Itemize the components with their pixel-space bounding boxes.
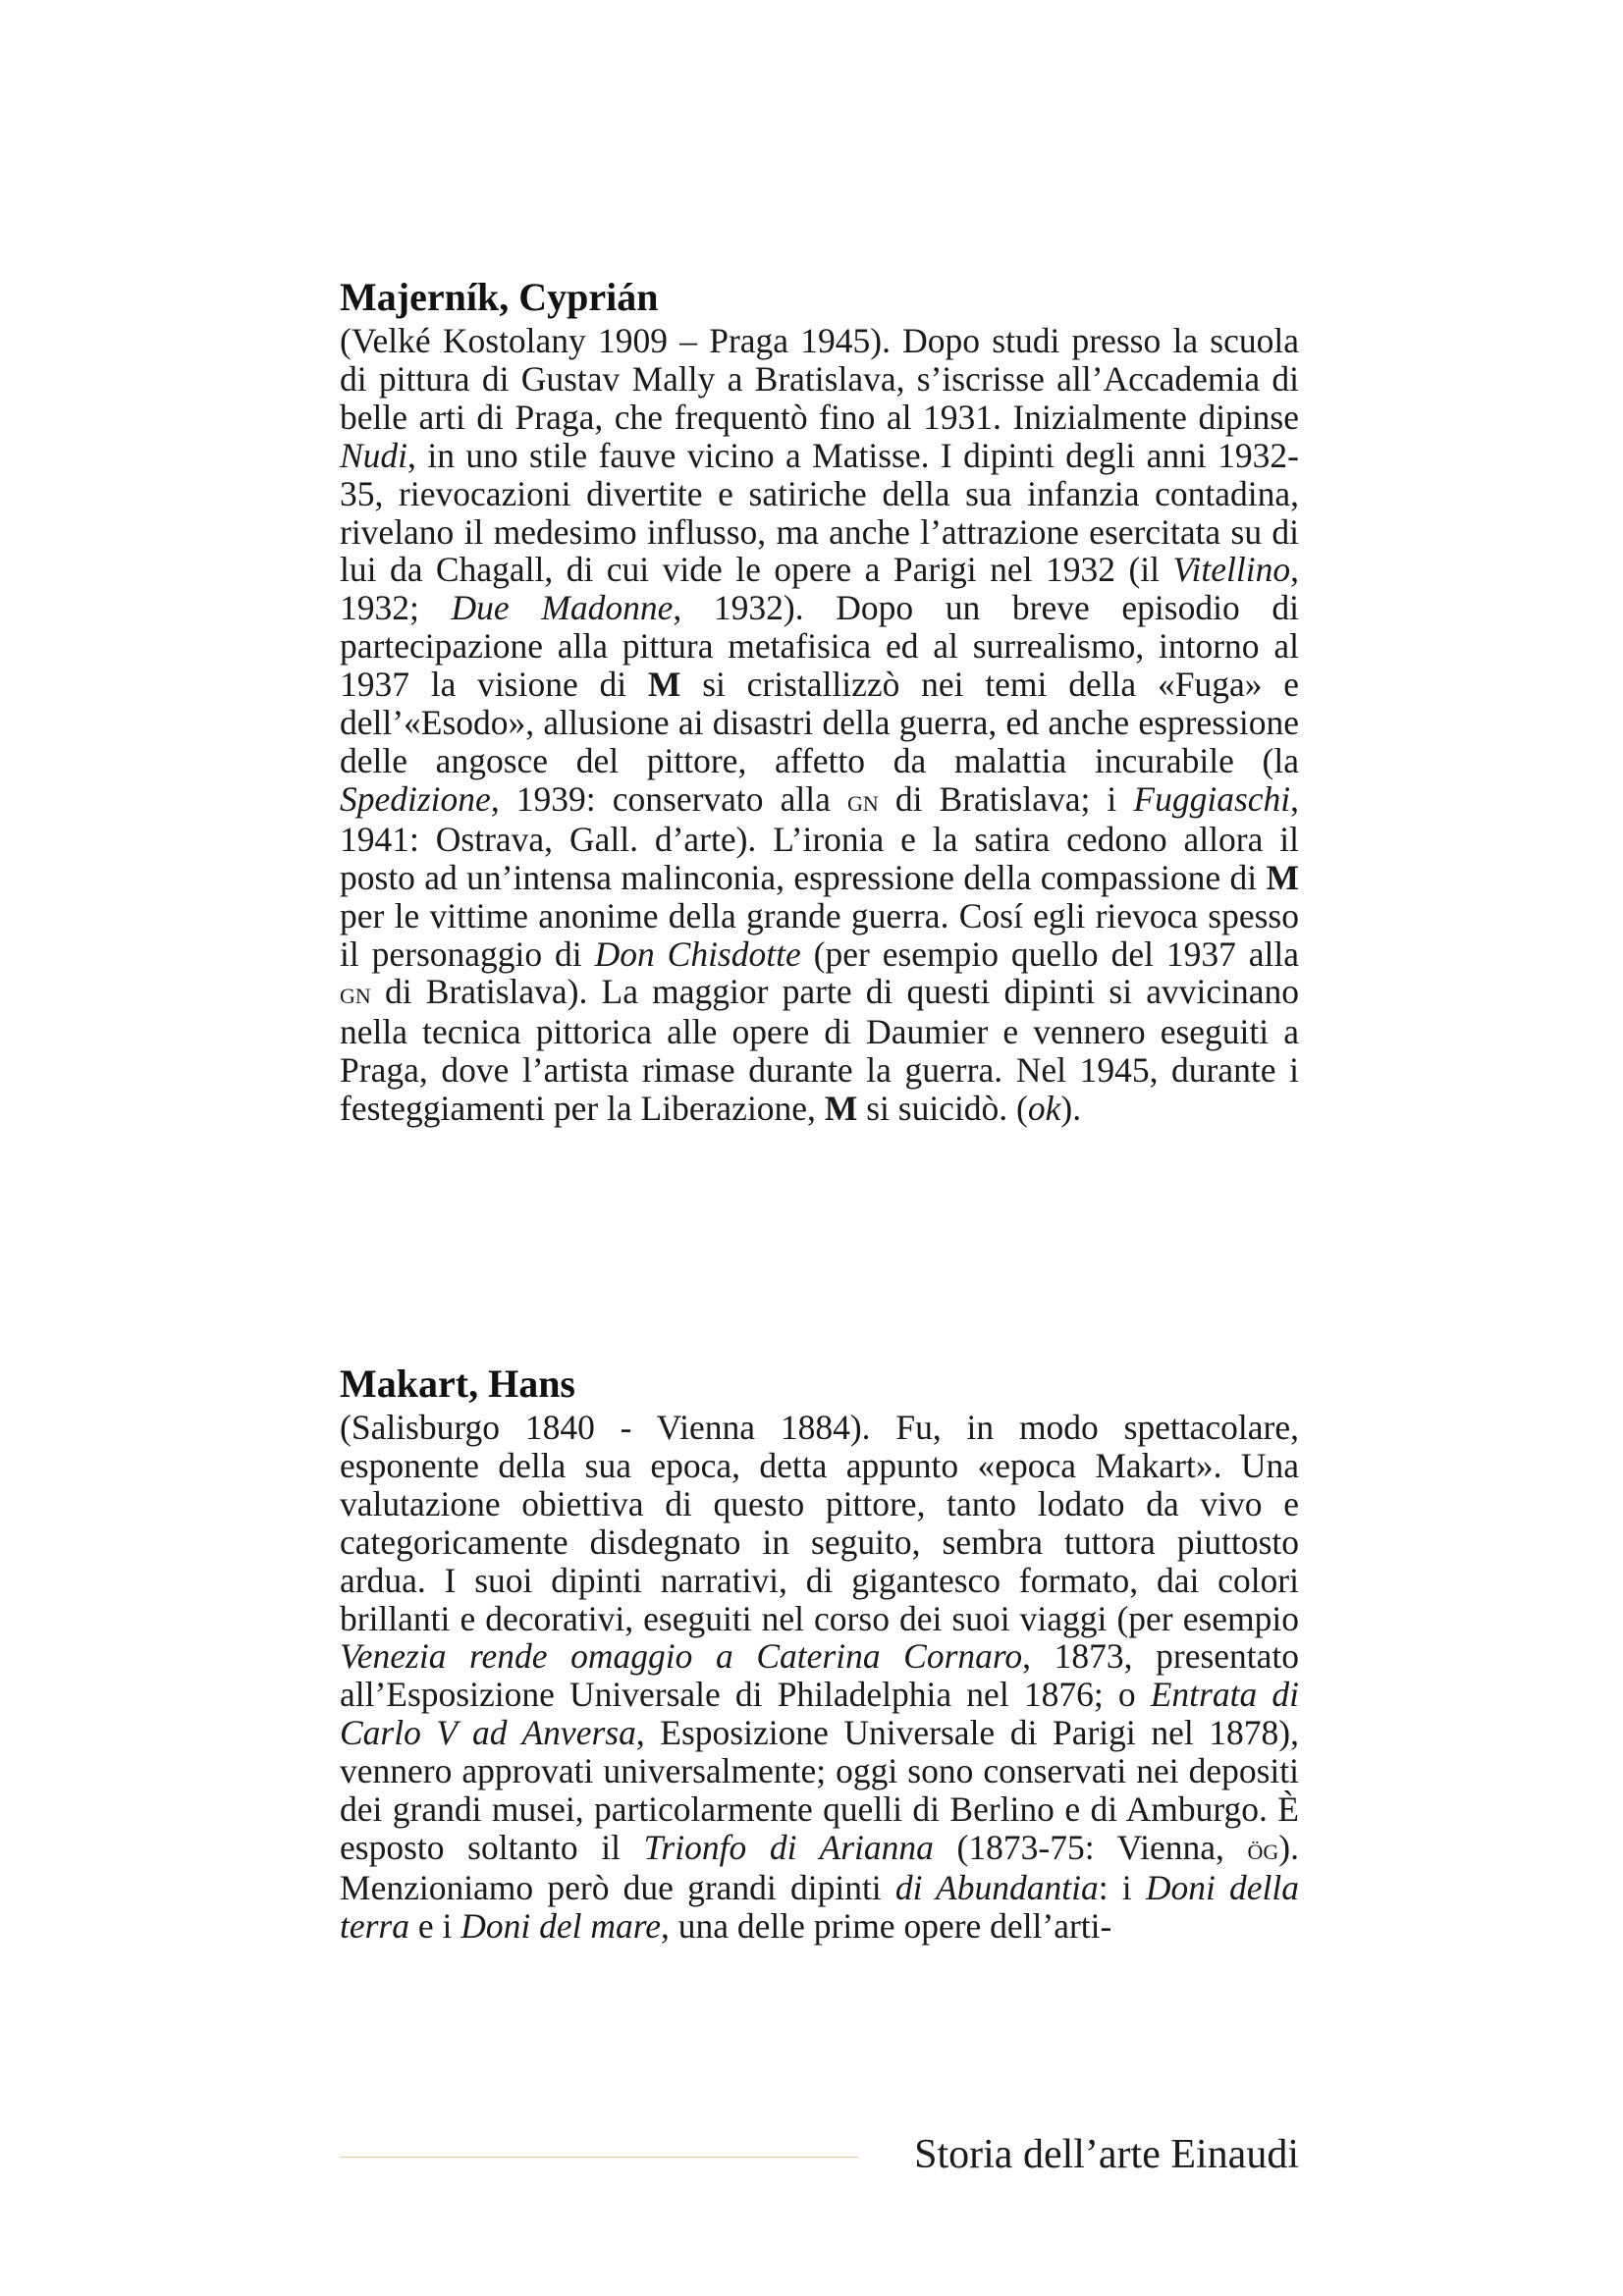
- italic-text: Due Madonne: [451, 588, 674, 628]
- footer-rule: [340, 2157, 858, 2158]
- italic-text: Entrata di Carlo V ad Anversa: [340, 1675, 1299, 1753]
- body-text: di Bratislava; i: [878, 778, 1134, 819]
- italic-text: Venezia rende omaggio a Caterina Cornaro: [340, 1636, 1023, 1677]
- bold-abbrev: M: [647, 665, 681, 705]
- body-text: si cristallizzò nei temi della «Fuga» e dell’«Esodo», allusione ai disastri della guerra, ed anche espressione delle angosce del pittore, affetto da malattia incurabile (la: [340, 665, 1299, 780]
- bold-abbrev: M: [1266, 857, 1299, 897]
- body-text: (Velké Kostolany 1909 – Praga 1945). Dopo studi presso la scuola di pittura di Gustav Mally a Bratislava, s’iscrisse all’Accademia di belle arti di Praga, che frequentò fino al 1931. Inizialmente dipinse: [340, 321, 1299, 437]
- body-text: per le vittime anonime della grande guerra. Cosí egli rievoca spesso il personaggio di: [340, 895, 1299, 974]
- collection-abbrev: gn: [340, 976, 371, 1011]
- body-text: si suicidò. (: [857, 1089, 1028, 1129]
- body-text: (1873-75: Vienna,: [933, 1827, 1248, 1867]
- body-text: ).: [1060, 1089, 1082, 1129]
- entry-title: Makart, Hans: [340, 1362, 575, 1406]
- body-text: , Esposizione Universale di Parigi nel 1878), vennero approvati universalmente; oggi sono conservati nei depositi dei grandi musei, particolarmente quelli di Berlino e di Amburgo. È esposto soltanto il: [340, 1713, 1299, 1867]
- body-text: di Bratislava). La maggior parte di questi dipinti si avvicinano nella tecnica pittorica alle opere di Daumier e vennero eseguiti a Praga, dove l’artista rimase durante la guerra. Nel 1945, durante i festeggiamenti per la Liberazione,: [340, 972, 1299, 1129]
- italic-text: Vitellino: [1172, 550, 1291, 590]
- entry-body: [340, 322, 1299, 1128]
- italic-text: Doni del mare: [460, 1905, 662, 1946]
- italic-text: Don Chisdotte: [594, 934, 801, 974]
- body-text: , 1932;: [340, 550, 1299, 628]
- italic-text: Fuggiaschi: [1133, 778, 1291, 819]
- entry-title: Majerník, Cyprián: [340, 275, 659, 319]
- body-text: ). Menzioniamo però due grandi dipinti: [340, 1827, 1299, 1907]
- italic-text: ok: [1027, 1089, 1061, 1129]
- body-text: (per esempio quello del 1937 alla: [800, 934, 1299, 974]
- encyclopedia-entry: [340, 273, 1299, 1128]
- page-footer: [340, 2125, 1299, 2184]
- italic-text: di Abundantia: [894, 1867, 1099, 1907]
- body-text: (Salisburgo 1840 - Vienna 1884). Fu, in modo spettacolare, esponente della sua epoca, detta appunto «epoca Makart». Una valutazione obiettiva di questo pittore, tanto lodato da vivo e categoricamente disdegnato in seguito, sembra tuttora piuttosto ardua. I suoi dipinti narrativi, di gigantesco formato, dai colori brillanti e decorativi, eseguiti nel corso dei suoi viaggi (per esempio: [340, 1408, 1299, 1638]
- italic-text: Nudi: [340, 435, 408, 475]
- publisher-name: Storia dell’arte Einaudi: [914, 2132, 1299, 2177]
- body-text: e i: [409, 1905, 461, 1946]
- collection-abbrev: gn: [846, 782, 879, 818]
- body-text: , in uno stile fauve vicino a Matisse. I dipinti degli anni 1932-35, rievocazioni divertite e satiriche della sua infanzia contadina, rivelano il medesimo influsso, ma anche l’attrazione esercitata su di lui da Chagall, di cui vide le opere a Parigi nel 1932 (il: [340, 435, 1299, 590]
- collection-abbrev: ög: [1247, 1831, 1279, 1866]
- body-text: , 1932). Dopo un breve episodio di partecipazione alla pittura metafisica ed al surrealismo, intorno al 1937 la visione di: [340, 588, 1299, 705]
- body-text: , 1939: conservato alla: [490, 778, 847, 819]
- entry-body: [340, 1409, 1299, 1946]
- body-text: : i: [1098, 1867, 1146, 1907]
- encyclopedia-entry: [340, 1360, 1299, 1946]
- italic-text: Spedizione: [340, 778, 491, 819]
- body-text: , 1873, presentato all’Esposizione Universale di Philadelphia nel 1876; o: [340, 1636, 1300, 1715]
- body-text: , 1941: Ostrava, Gall. d’arte). L’ironia e la satira cedono allora il posto ad un’intensa malinconia, espressione della compassione di: [340, 778, 1299, 897]
- body-text: , una delle prime opere dell’arti-: [661, 1905, 1112, 1946]
- italic-text: Trionfo di Arianna: [643, 1827, 934, 1867]
- italic-text: Doni della terra: [340, 1867, 1300, 1946]
- bold-abbrev: M: [824, 1089, 858, 1129]
